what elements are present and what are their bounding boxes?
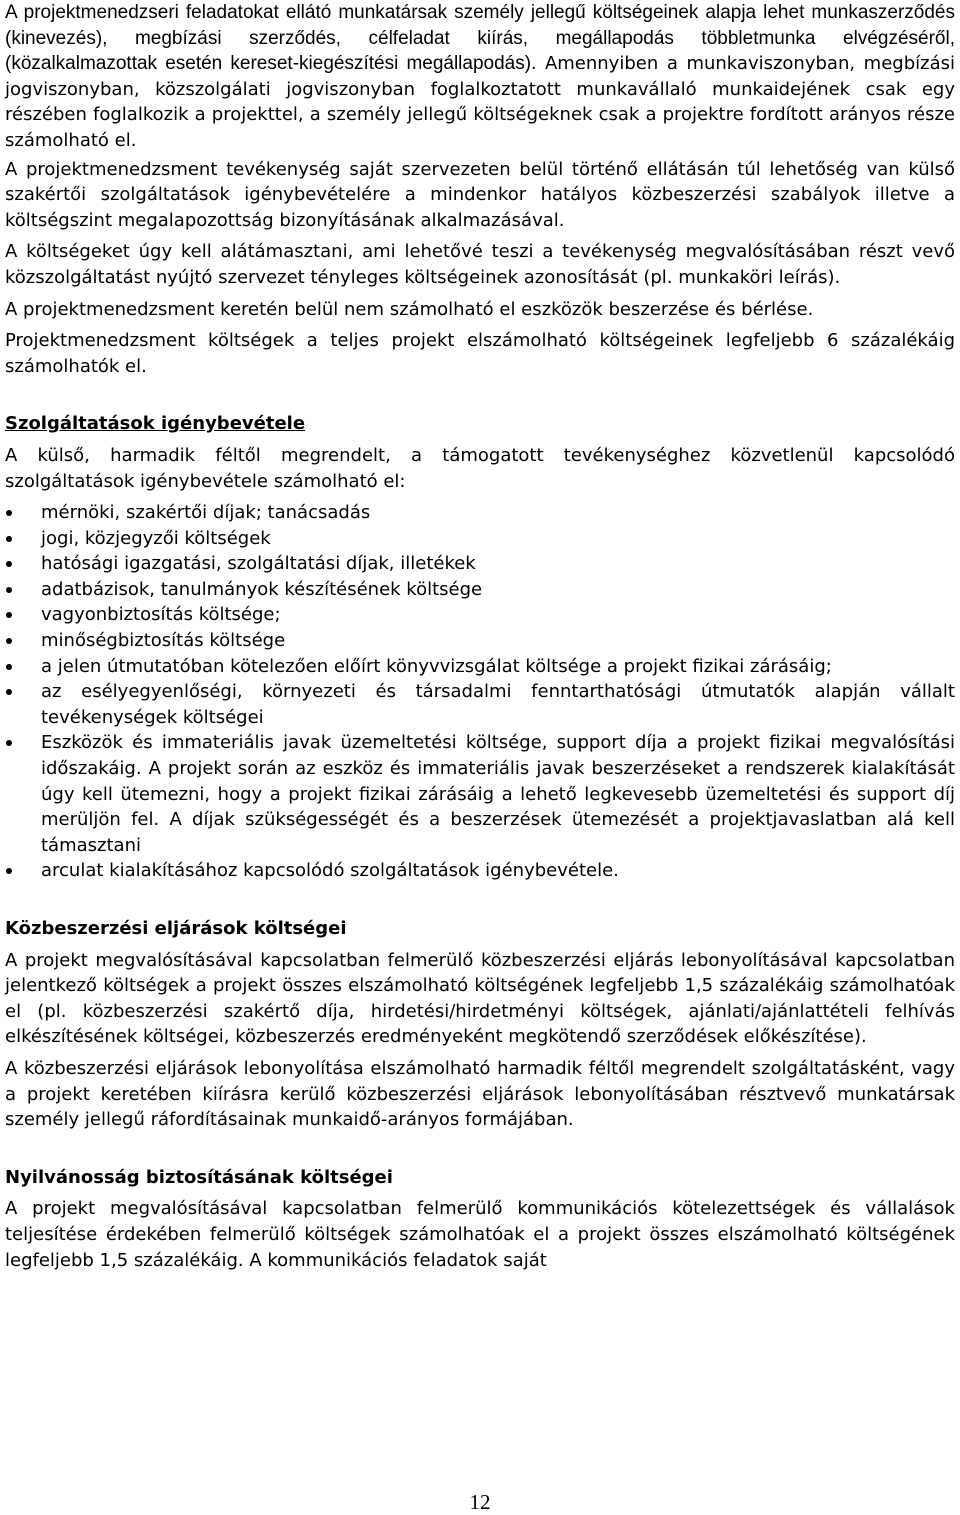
intro-paragraph-3: A költségeket úgy kell alátámasztani, ami lehetővé teszi a tevékenység megvalósításában részt vevő közszolgáltatást nyújtó szervezet tényleges költségeinek azonosítását (pl. munkaköri leírás). — [5, 241, 955, 288]
intro-paragraph-1-arial: A projektmenedzseri feladatokat ellátó munkatársak személy jellegű költségeinek alapja lehet munkaszerződés (kinevezés), megbízási szerződés, célfeladat kiírás, megállapodás többletmunka elvégzéséről, (közalkalmazottak esetén kereset-kiegészítési megállapodás). — [5, 2, 955, 75]
services-list — [5, 500, 955, 884]
list-item: Eszközök és immateriális javak üzemeltetési költsége, support díja a projekt fizikai megvalósítási időszakáig. A projekt során az eszköz és immateriális javak beszerzéseket a rendszerek kialakítását úgy kell ütemezni, hogy a projekt fizikai zárásáig a lehető legkevesebb üzemeltetési és support díj merüljön fel. A díjak szükségességét és a beszerzések ütemezését a projektjavaslatban alá kell támasztani — [5, 730, 955, 858]
intro-paragraph-1-rest: Amennyiben a munkaviszonyban, megbízási jogviszonyban, közszolgálati jogviszonyban foglalkoztatott munkavállaló munkaidejének csak egy részében foglalkozik a projekttel, a személy jellegű költségeknek csak a projektre fordított arányos része számolható el. — [5, 53, 955, 151]
list-item: az esélyegyenlőségi, környezeti és társadalmi fenntarthatósági útmutatók alapján vállalt tevékenységek költségei — [5, 679, 955, 730]
list-item: jogi, közjegyzői költségek — [5, 526, 955, 552]
procurement-paragraph-1: A projekt megvalósításával kapcsolatban felmerülő közbeszerzési eljárás lebonyolításával kapcsolatban jelentkező költségek a projekt összes elszámolható költségének legfeljebb 1,5 százalékáig számolhatóak el (pl. közbeszerzési szakértő díja, hirdetési/hirdetményi költségek, ajánlati/ajánlattételi felhívás elkészítésének költségei, közbeszerzés eredményeként megkötendő szerződések előkészítése). — [5, 949, 955, 1048]
procurement-section — [5, 916, 955, 1133]
procurement-heading: Közbeszerzési eljárások költségei — [5, 918, 347, 939]
publicity-paragraph-1: A projekt megvalósításával kapcsolatban felmerülő kommunikációs kötelezettségek és vállalások teljesítése érdekében felmerülő költségek számolhatóak el a projekt összes elszámolható költségének legfeljebb 1,5 százalékáig. A kommunikációs feladatok saját — [5, 1198, 955, 1271]
intro-paragraph-4: A projektmenedzsment keretén belül nem számolható el eszközök beszerzése és bérlése. — [5, 298, 814, 320]
document-page — [5, 0, 955, 1273]
list-item: adatbázisok, tanulmányok készítésének költsége — [5, 577, 955, 603]
services-heading: Szolgáltatások igénybevétele — [5, 413, 306, 435]
services-section — [5, 411, 955, 884]
list-item: minőségbiztosítás költsége — [5, 628, 955, 654]
publicity-section — [5, 1165, 955, 1273]
list-item: a jelen útmutatóban kötelezően előírt könyvvizsgálat költsége a projekt fizikai zárásáig; — [5, 654, 955, 680]
intro-paragraph-1 — [5, 0, 955, 154]
list-item: arculat kialakításához kapcsolódó szolgáltatások igénybevétele. — [5, 858, 955, 884]
list-item: vagyonbiztosítás költsége; — [5, 602, 955, 628]
intro-paragraph-5: Projektmenedzsment költségek a teljes projekt elszámolható költségeinek legfeljebb 6 százalékáig számolhatók el. — [5, 330, 955, 377]
list-item: mérnöki, szakértői díjak; tanácsadás — [5, 500, 955, 526]
services-intro: A külső, harmadik féltől megrendelt, a támogatott tevékenységhez közvetlenül kapcsolódó szolgáltatások igénybevétele számolható el: — [5, 444, 955, 492]
list-item: hatósági igazgatási, szolgáltatási díjak, illetékek — [5, 551, 955, 577]
intro-paragraph-2: A projektmenedzsment tevékenység saját szervezeten belül történő ellátásán túl lehetőség van külső szakértői szolgáltatások igénybevételére a mindenkor hatályos közbeszerzési szabályok illetve a költségszint megalapozottság bizonyításának alkalmazásával. — [5, 158, 955, 231]
publicity-heading: Nyilvánosság biztosításának költségei — [5, 1166, 393, 1188]
page-number: 12 — [469, 1490, 491, 1514]
procurement-paragraph-2: A közbeszerzési eljárások lebonyolítása elszámolható harmadik féltől megrendelt szolgáltatásként, vagy a projekt keretében kiírásra kerülő közbeszerzési eljárások lebonyolításában résztvevő munkatársak személy jellegű ráfordításainak munkaidő-arányos formájában. — [5, 1057, 955, 1131]
